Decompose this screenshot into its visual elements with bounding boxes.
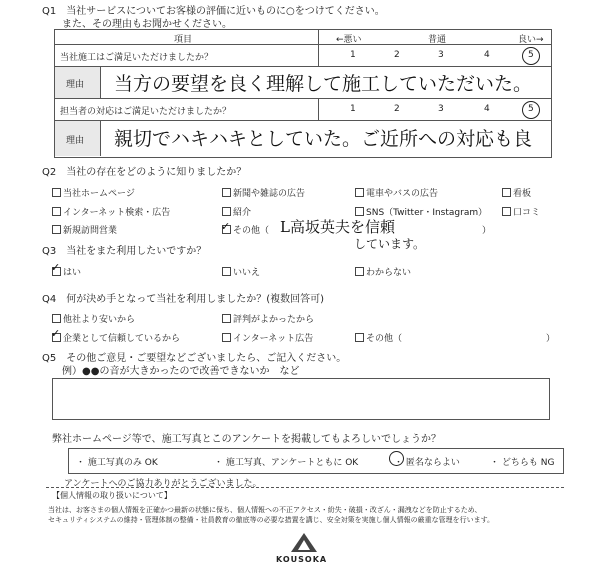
publish-option-anonymous[interactable]: ・ 匿名ならよい xyxy=(394,458,460,468)
q2-option-newspaper-ad[interactable]: 新聞や雑誌の広告 xyxy=(222,186,305,199)
q1-row2-score-3[interactable]: 3 xyxy=(438,104,444,114)
q2-option-referral[interactable]: 紹介 xyxy=(222,205,251,218)
q3-option-no[interactable]: いいえ xyxy=(222,265,260,278)
q1-row1-score-3[interactable]: 3 xyxy=(438,50,444,60)
q2-option-other[interactable]: その他（ xyxy=(222,223,269,236)
q1-row2-score-2[interactable]: 2 xyxy=(394,104,400,114)
q5-example: 例）●●の音が大きかったので改善できないか など xyxy=(62,366,300,377)
q4-option-cheaper[interactable]: 他社より安いから xyxy=(52,312,135,325)
publish-option-both-ok[interactable]: ・ 施工写真、アンケートともに OK xyxy=(214,458,359,468)
q2-other-handwritten-2[interactable]: しています。 xyxy=(354,237,426,251)
privacy-heading: 【個人情報の取り扱いについて】 xyxy=(52,491,172,500)
q1-row1-score-5[interactable]: 5 xyxy=(528,50,534,60)
q2-option-internet-search[interactable]: インターネット検索・広告 xyxy=(52,205,170,218)
q1-row1-selected-mark xyxy=(522,47,540,65)
publish-option-none[interactable]: ・ どちらも NG xyxy=(490,458,555,468)
q1-row1-score-4[interactable]: 4 xyxy=(484,50,490,60)
q1-row1-reason-label: 理由 xyxy=(66,80,85,90)
q4-title: Q4 何が決め手となって当社を利用しましたか？(複数回答可) xyxy=(42,294,325,305)
q3-yes-checkmark: ✓ xyxy=(51,261,61,274)
q1-title: Q1 当社サービスについてお客様の評価に近いものに○をつけてください。 xyxy=(42,6,385,17)
q1-row1-reason[interactable]: 当方の要望を良く理解して施工していただいた。 xyxy=(114,73,533,95)
privacy-line-2: セキュリティシステムの維持・管理体制の整備・社員教育の徹底等の必要な措置を講じ、安全対策を実施し個人情報の厳重な管理を行います。 xyxy=(48,516,495,524)
q2-option-sns[interactable]: SNS（Twitter・Instagram） xyxy=(355,205,487,218)
q2-title: Q2 当社の存在をどのように知りましたか？ xyxy=(42,167,247,178)
q2-option-train-bus-ad[interactable]: 電車やバスの広告 xyxy=(355,186,438,199)
q1-row2-score-1[interactable]: 1 xyxy=(350,104,356,114)
q2-option-homepage[interactable]: 当社ホームページ xyxy=(52,186,135,199)
publish-selected-mark xyxy=(389,451,404,466)
q4-trust-checkmark: ✓ xyxy=(51,327,61,340)
q4-option-internet-ad[interactable]: インターネット広告 xyxy=(222,331,313,344)
q4-option-trust-company[interactable]: 企業として信頼しているから xyxy=(52,331,180,344)
q2-option-signboard[interactable]: 看板 xyxy=(502,186,531,199)
q2-other-checkmark: ✓ xyxy=(221,220,231,233)
q5-title: Q5 その他ご意見・ご要望などございましたら、ご記入ください。 xyxy=(42,353,347,364)
q4-other-close-paren: ） xyxy=(546,334,556,344)
q1-row2-reason-label: 理由 xyxy=(66,136,85,146)
q1-row1-score-2[interactable]: 2 xyxy=(394,50,400,60)
q3-option-unsure[interactable]: わからない xyxy=(355,265,411,278)
q2-other-close-paren: ） xyxy=(482,226,492,236)
q1-row2-score-5[interactable]: 5 xyxy=(528,104,534,114)
q1-header-bad: ←悪い xyxy=(336,35,362,45)
q1-header-normal: 普通 xyxy=(428,35,447,45)
q5-comment-box[interactable] xyxy=(52,378,550,420)
q4-option-other[interactable]: その他（ xyxy=(355,331,402,344)
q1-header-good: 良い→ xyxy=(518,35,544,45)
privacy-line-1: 当社は、お客さまの個人情報を正確かつ最新の状態に保ち、個人情報への不正アクセス・紛失・破損・改ざん・漏洩などを防止するため、 xyxy=(48,506,482,514)
q4-option-reputation[interactable]: 評判がよかったから xyxy=(222,312,314,325)
q1-subtitle: また、その理由もお聞かせください。 xyxy=(62,19,232,30)
q3-option-yes[interactable]: はい xyxy=(52,265,81,278)
q2-option-word-of-mouth[interactable]: 口コミ xyxy=(502,205,540,218)
q1-row1-question: 当社施工はご満足いただけましたか？ xyxy=(60,53,214,63)
q2-option-door-to-door[interactable]: 新規訪問営業 xyxy=(52,223,117,236)
publish-question: 弊社ホームページ等で、施工写真とこのアンケートを掲載してもよろしいでしょうか？ xyxy=(52,434,441,445)
q1-row1-score-1[interactable]: 1 xyxy=(350,50,356,60)
q3-title: Q3 当社をまた利用したいですか？ xyxy=(42,246,207,257)
q1-row2-score-4[interactable]: 4 xyxy=(484,104,490,114)
company-logo-text: KOUSOKA xyxy=(276,555,328,564)
q1-header-item: 項目 xyxy=(174,35,193,45)
q1-row2-selected-mark xyxy=(522,101,540,119)
q1-row2-reason[interactable]: 親切でハキハキとしていた。ご近所への対応も良 xyxy=(114,128,533,150)
q2-other-handwritten-1[interactable]: L高坂英夫を信頼 xyxy=(280,218,395,236)
publish-option-photos-only[interactable]: ・ 施工写真のみ OK xyxy=(76,458,158,468)
q1-row2-question: 担当者の対応はご満足いただけましたか？ xyxy=(60,107,232,117)
thanks-text: アンケートへのご協力ありがとうございました。 xyxy=(64,479,262,489)
kousoka-logo-icon xyxy=(289,532,319,554)
